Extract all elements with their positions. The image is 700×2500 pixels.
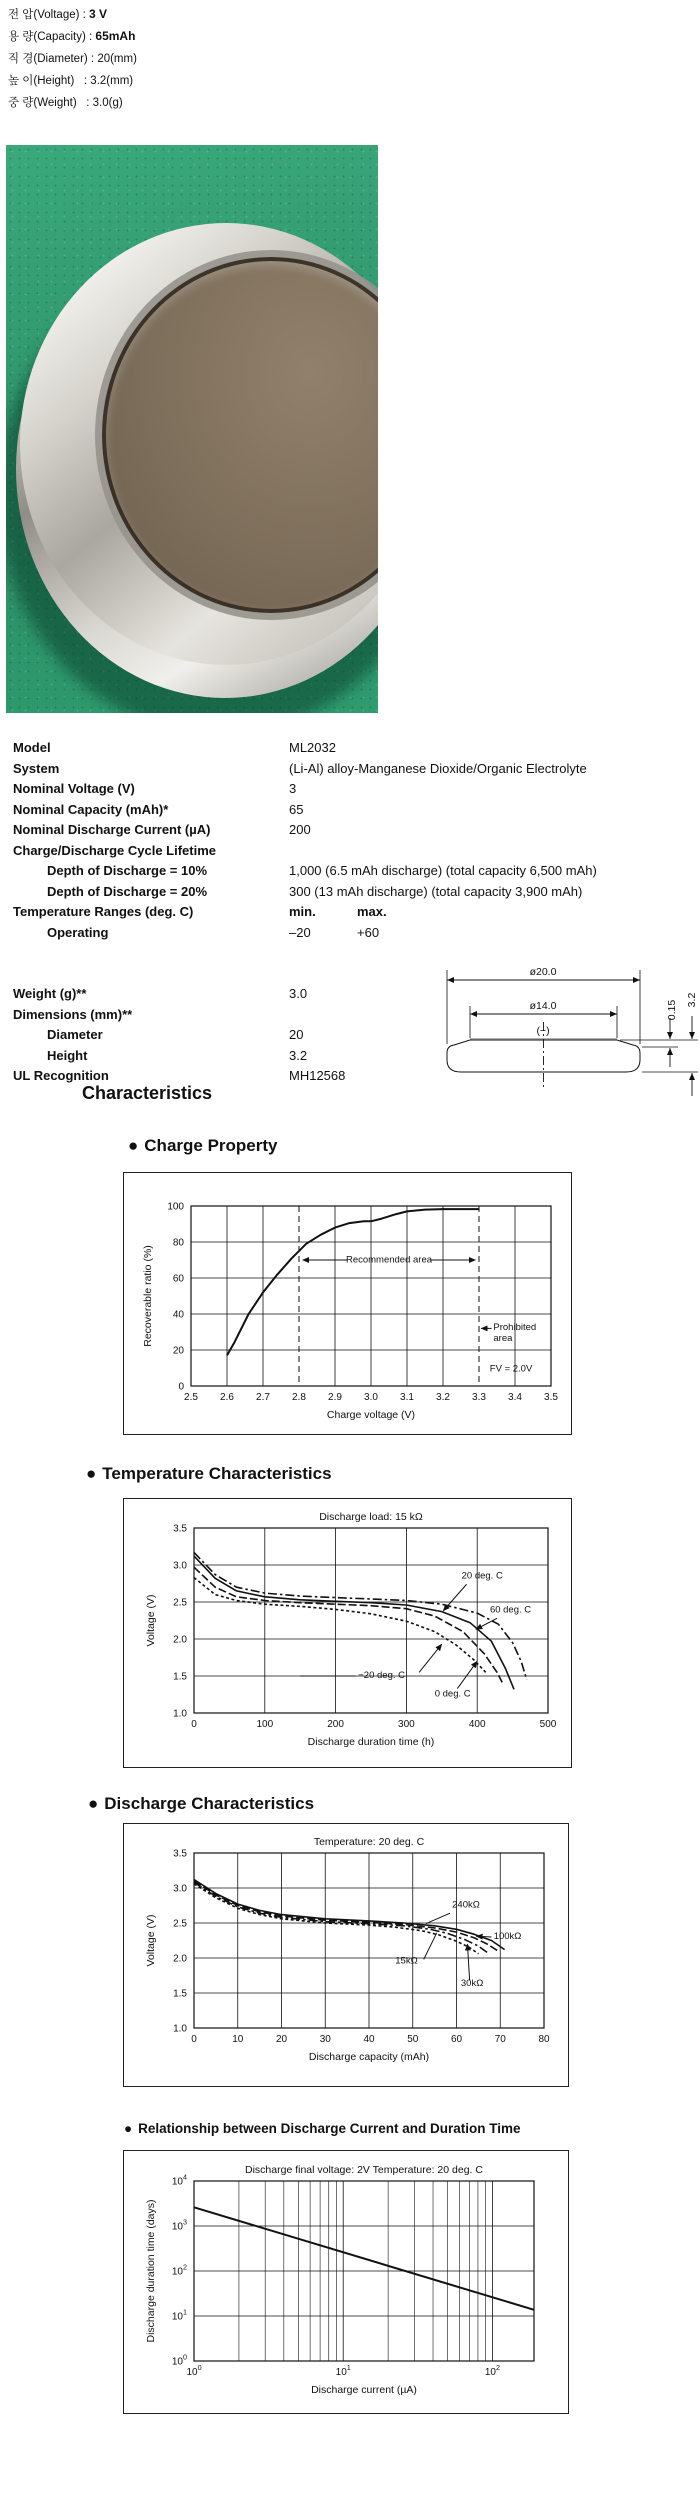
spec-row-value: 3 — [289, 781, 297, 796]
annotation-leader — [419, 1644, 442, 1672]
annotation-leader — [457, 1661, 477, 1688]
x-tick-label: 60 — [450, 2034, 463, 2045]
spec-row-label: Depth of Discharge = 10% — [47, 863, 208, 878]
chart-box-temperature-characteristics — [123, 1498, 572, 1768]
spec-row-label: Operating — [47, 924, 109, 940]
spec-row-value: MH12568 — [289, 1068, 346, 1083]
spec-row-label: Diameter — [47, 1027, 103, 1042]
y-tick-label: $10^0$ — [171, 2352, 187, 2368]
spec-row-label: Nominal Capacity (mAh)* — [13, 801, 169, 817]
y-tick-label: 2.5 — [173, 1918, 187, 1930]
y-tick-label: 2.0 — [173, 1953, 187, 1965]
y-tick-label: $10^3$ — [171, 2217, 187, 2233]
y-tick-label: 1.5 — [173, 1988, 187, 2000]
x-tick-label: 200 — [327, 1719, 344, 1730]
y-axis-label: Voltage (V) — [145, 1594, 157, 1647]
spec-row-value2: +60 — [357, 924, 380, 940]
spec-row-label: Model — [13, 740, 51, 755]
temperature-characteristics-chart — [124, 1499, 571, 1767]
x-tick-label: 100 — [256, 1719, 274, 1730]
chart-annotation: 60 deg. C — [489, 1604, 532, 1616]
x-axis-label: Discharge current (µA) — [311, 2384, 417, 2396]
spec-row-label: Weight (g)** — [13, 986, 87, 1001]
spec-row-label: Dimensions (mm)** — [13, 1006, 133, 1022]
chart-inner-title: Temperature: 20 deg. C — [313, 1836, 425, 1848]
annotation-leader — [467, 1944, 469, 1980]
x-tick-label: 2.8 — [292, 1392, 306, 1403]
spec-row-value2: max. — [357, 904, 387, 919]
y-axis-label: Recoverable ratio (%) — [142, 1245, 154, 1347]
chart-box-discharge-characteristics — [123, 1823, 569, 2087]
chart-inner-title: Discharge final voltage: 2V Temperature: 20 deg. C — [245, 2164, 483, 2176]
section-heading-discharge-characteristics: ● Discharge Characteristics — [88, 1794, 315, 1813]
chart-annotation: −20 deg. C — [358, 1670, 406, 1682]
chart-annotation: 30kΩ — [460, 1978, 484, 1989]
series-0 deg. C — [194, 1567, 503, 1683]
spec-row-value: ML2032 — [289, 740, 336, 755]
x-tick-label: $10^1$ — [335, 2363, 351, 2378]
spec-row-value: min. — [289, 904, 316, 919]
y-axis-label: Voltage (V) — [145, 1914, 157, 1967]
y-tick-label: 80 — [172, 1237, 184, 1249]
y-tick-label: 1.5 — [173, 1671, 187, 1683]
y-tick-label: 3.0 — [173, 1560, 187, 1572]
x-tick-label: 40 — [363, 2034, 375, 2045]
x-tick-label: 500 — [539, 1719, 557, 1730]
dim-polarity: (−) — [536, 1025, 550, 1037]
spec-row-label: Depth of Discharge = 20% — [47, 883, 208, 899]
x-tick-label: $10^2$ — [484, 2363, 500, 2378]
dim-outer-diameter: ø20.0 — [529, 966, 557, 978]
y-tick-label: 2.0 — [173, 1634, 187, 1646]
x-tick-label: 3.2 — [436, 1392, 450, 1403]
y-tick-label: 100 — [167, 1201, 184, 1213]
dim-lip-height: 0.15 — [666, 999, 678, 1021]
spec-row-label: Charge/Discharge Cycle Lifetime — [13, 842, 217, 858]
y-tick-label: 20 — [172, 1345, 184, 1357]
spec-row-value: 1,000 (6.5 mAh discharge) (total capacity 6,500 mAh) — [289, 863, 597, 878]
chart-annotation: 15kΩ — [395, 1955, 418, 1967]
korean-spec-line: 용 량(Capacity) : 65mAh — [8, 29, 136, 43]
chart-inner-title: Discharge load: 15 kΩ — [319, 1511, 423, 1523]
bullet-icon: ● — [86, 1464, 97, 1483]
x-tick-label: 0 — [191, 1719, 197, 1730]
y-tick-label: 2.5 — [173, 1597, 187, 1609]
section-heading-temperature-characteristics: ● Temperature Characteristics — [86, 1464, 332, 1483]
x-tick-label: 50 — [407, 2034, 419, 2045]
x-tick-label: 2.5 — [184, 1392, 198, 1403]
annotation-leader — [424, 1933, 437, 1960]
characteristics-title: Characteristics — [82, 1083, 213, 1103]
chart-annotation: 100kΩ — [493, 1931, 522, 1943]
spec-row-value: (Li-Al) alloy-Manganese Dioxide/Organic Electrolyte — [289, 760, 587, 776]
y-tick-label: $10^1$ — [171, 2307, 187, 2323]
y-tick-label: $10^2$ — [171, 2262, 187, 2278]
charge-property-chart — [124, 1173, 571, 1434]
series-duration-vs-current — [194, 2207, 534, 2310]
y-tick-label: 3.5 — [173, 1523, 187, 1535]
y-tick-label: 0 — [178, 1381, 184, 1393]
series-recoverable-ratio — [227, 1209, 479, 1355]
x-axis-label: Discharge capacity (mAh) — [308, 2051, 430, 2063]
x-tick-label: 2.6 — [220, 1392, 234, 1403]
korean-spec-line: 전 압(Voltage) : 3 V — [8, 7, 108, 21]
y-tick-label: 1.0 — [173, 2023, 187, 2035]
y-tick-label: 1.0 — [173, 1708, 187, 1720]
x-tick-label: 30 — [319, 2034, 331, 2045]
spec-row-value: 200 — [289, 822, 311, 837]
korean-spec-line: 높 이(Height) : 3.2(mm) — [8, 75, 134, 87]
y-tick-label: 40 — [172, 1309, 184, 1321]
spec-row-label: Temperature Ranges (deg. C) — [13, 904, 194, 919]
y-tick-label: $10^4$ — [171, 2172, 187, 2188]
spec-row-value: 20 — [289, 1027, 304, 1042]
spec-row-label: Nominal Voltage (V) — [13, 781, 135, 796]
bullet-icon: ● — [124, 2121, 133, 2136]
series-100kΩ — [194, 1881, 498, 1951]
korean-spec-line: 직 경(Diameter) : 20(mm) — [8, 53, 137, 65]
spec-row-label: UL Recognition — [13, 1068, 109, 1083]
battery-photo — [6, 145, 378, 713]
x-tick-label: $10^0$ — [186, 2363, 202, 2378]
chart-annotation: 240kΩ — [452, 1899, 480, 1911]
series-240kΩ — [194, 1880, 505, 1950]
chart-annotation: Prohibited area — [493, 1322, 537, 1345]
chart-annotation: 0 deg. C — [434, 1688, 471, 1700]
annotation-leader — [476, 1936, 491, 1937]
dim-inner-diameter: ø14.0 — [529, 1000, 557, 1012]
section-heading-current-duration: ● Relationship between Discharge Current and Duration Time — [124, 2121, 521, 2136]
x-tick-label: 300 — [398, 1719, 415, 1730]
spec-row-label: Nominal Discharge Current (µA) — [13, 822, 211, 837]
discharge-characteristics-chart — [124, 1824, 568, 2086]
chart-box-current-duration — [123, 2150, 569, 2414]
y-tick-label: 3.0 — [173, 1883, 187, 1895]
x-tick-label: 3.3 — [472, 1392, 486, 1403]
spec-row-value: 3.0 — [289, 986, 308, 1001]
spec-row-value: 3.2 — [289, 1047, 308, 1063]
spec-row-value: 300 (13 mAh discharge) (total capacity 3,900 mAh) — [289, 883, 583, 899]
annotation-leader — [426, 1913, 450, 1924]
x-tick-label: 10 — [232, 2034, 244, 2045]
spec-row-value: –20 — [289, 924, 311, 940]
x-tick-label: 70 — [494, 2034, 506, 2045]
x-tick-label: 400 — [468, 1719, 486, 1730]
bullet-icon: ● — [88, 1794, 99, 1813]
y-axis-label: Discharge duration time (days) — [145, 2199, 157, 2343]
x-axis-label: Charge voltage (V) — [326, 1409, 416, 1421]
annotation-leader — [476, 1618, 497, 1629]
current-duration-chart — [124, 2151, 568, 2413]
korean-spec-line: 중 량(Weight) : 3.0(g) — [8, 97, 123, 109]
x-tick-label: 2.9 — [328, 1392, 342, 1403]
spec-row-label: Height — [47, 1047, 88, 1063]
x-tick-label: 20 — [275, 2034, 288, 2045]
dimension-diagram — [430, 948, 700, 1120]
chart-box-charge-property — [123, 1172, 572, 1435]
x-tick-label: 0 — [191, 2034, 197, 2045]
y-tick-label: 3.5 — [173, 1848, 187, 1860]
bullet-icon: ● — [128, 1136, 139, 1155]
chart-annotation: FV = 2.0V — [489, 1363, 533, 1375]
x-tick-label: 2.7 — [256, 1392, 270, 1403]
x-tick-label: 80 — [538, 2034, 550, 2045]
spec-row-value: 65 — [289, 801, 304, 817]
chart-annotation: 20 deg. C — [461, 1570, 503, 1582]
x-tick-label: 3.1 — [400, 1392, 414, 1403]
x-tick-label: 3.4 — [508, 1392, 522, 1403]
y-tick-label: 60 — [172, 1273, 184, 1285]
x-tick-label: 3.5 — [544, 1392, 558, 1403]
spec-row-label: System — [13, 760, 60, 776]
chart-annotation: Recommended area — [345, 1254, 433, 1266]
dim-total-height: 3.2 — [686, 992, 698, 1008]
section-heading-charge-property: ● Charge Property — [128, 1136, 278, 1155]
x-axis-label: Discharge duration time (h) — [307, 1736, 435, 1748]
x-tick-label: 3.0 — [364, 1392, 378, 1403]
